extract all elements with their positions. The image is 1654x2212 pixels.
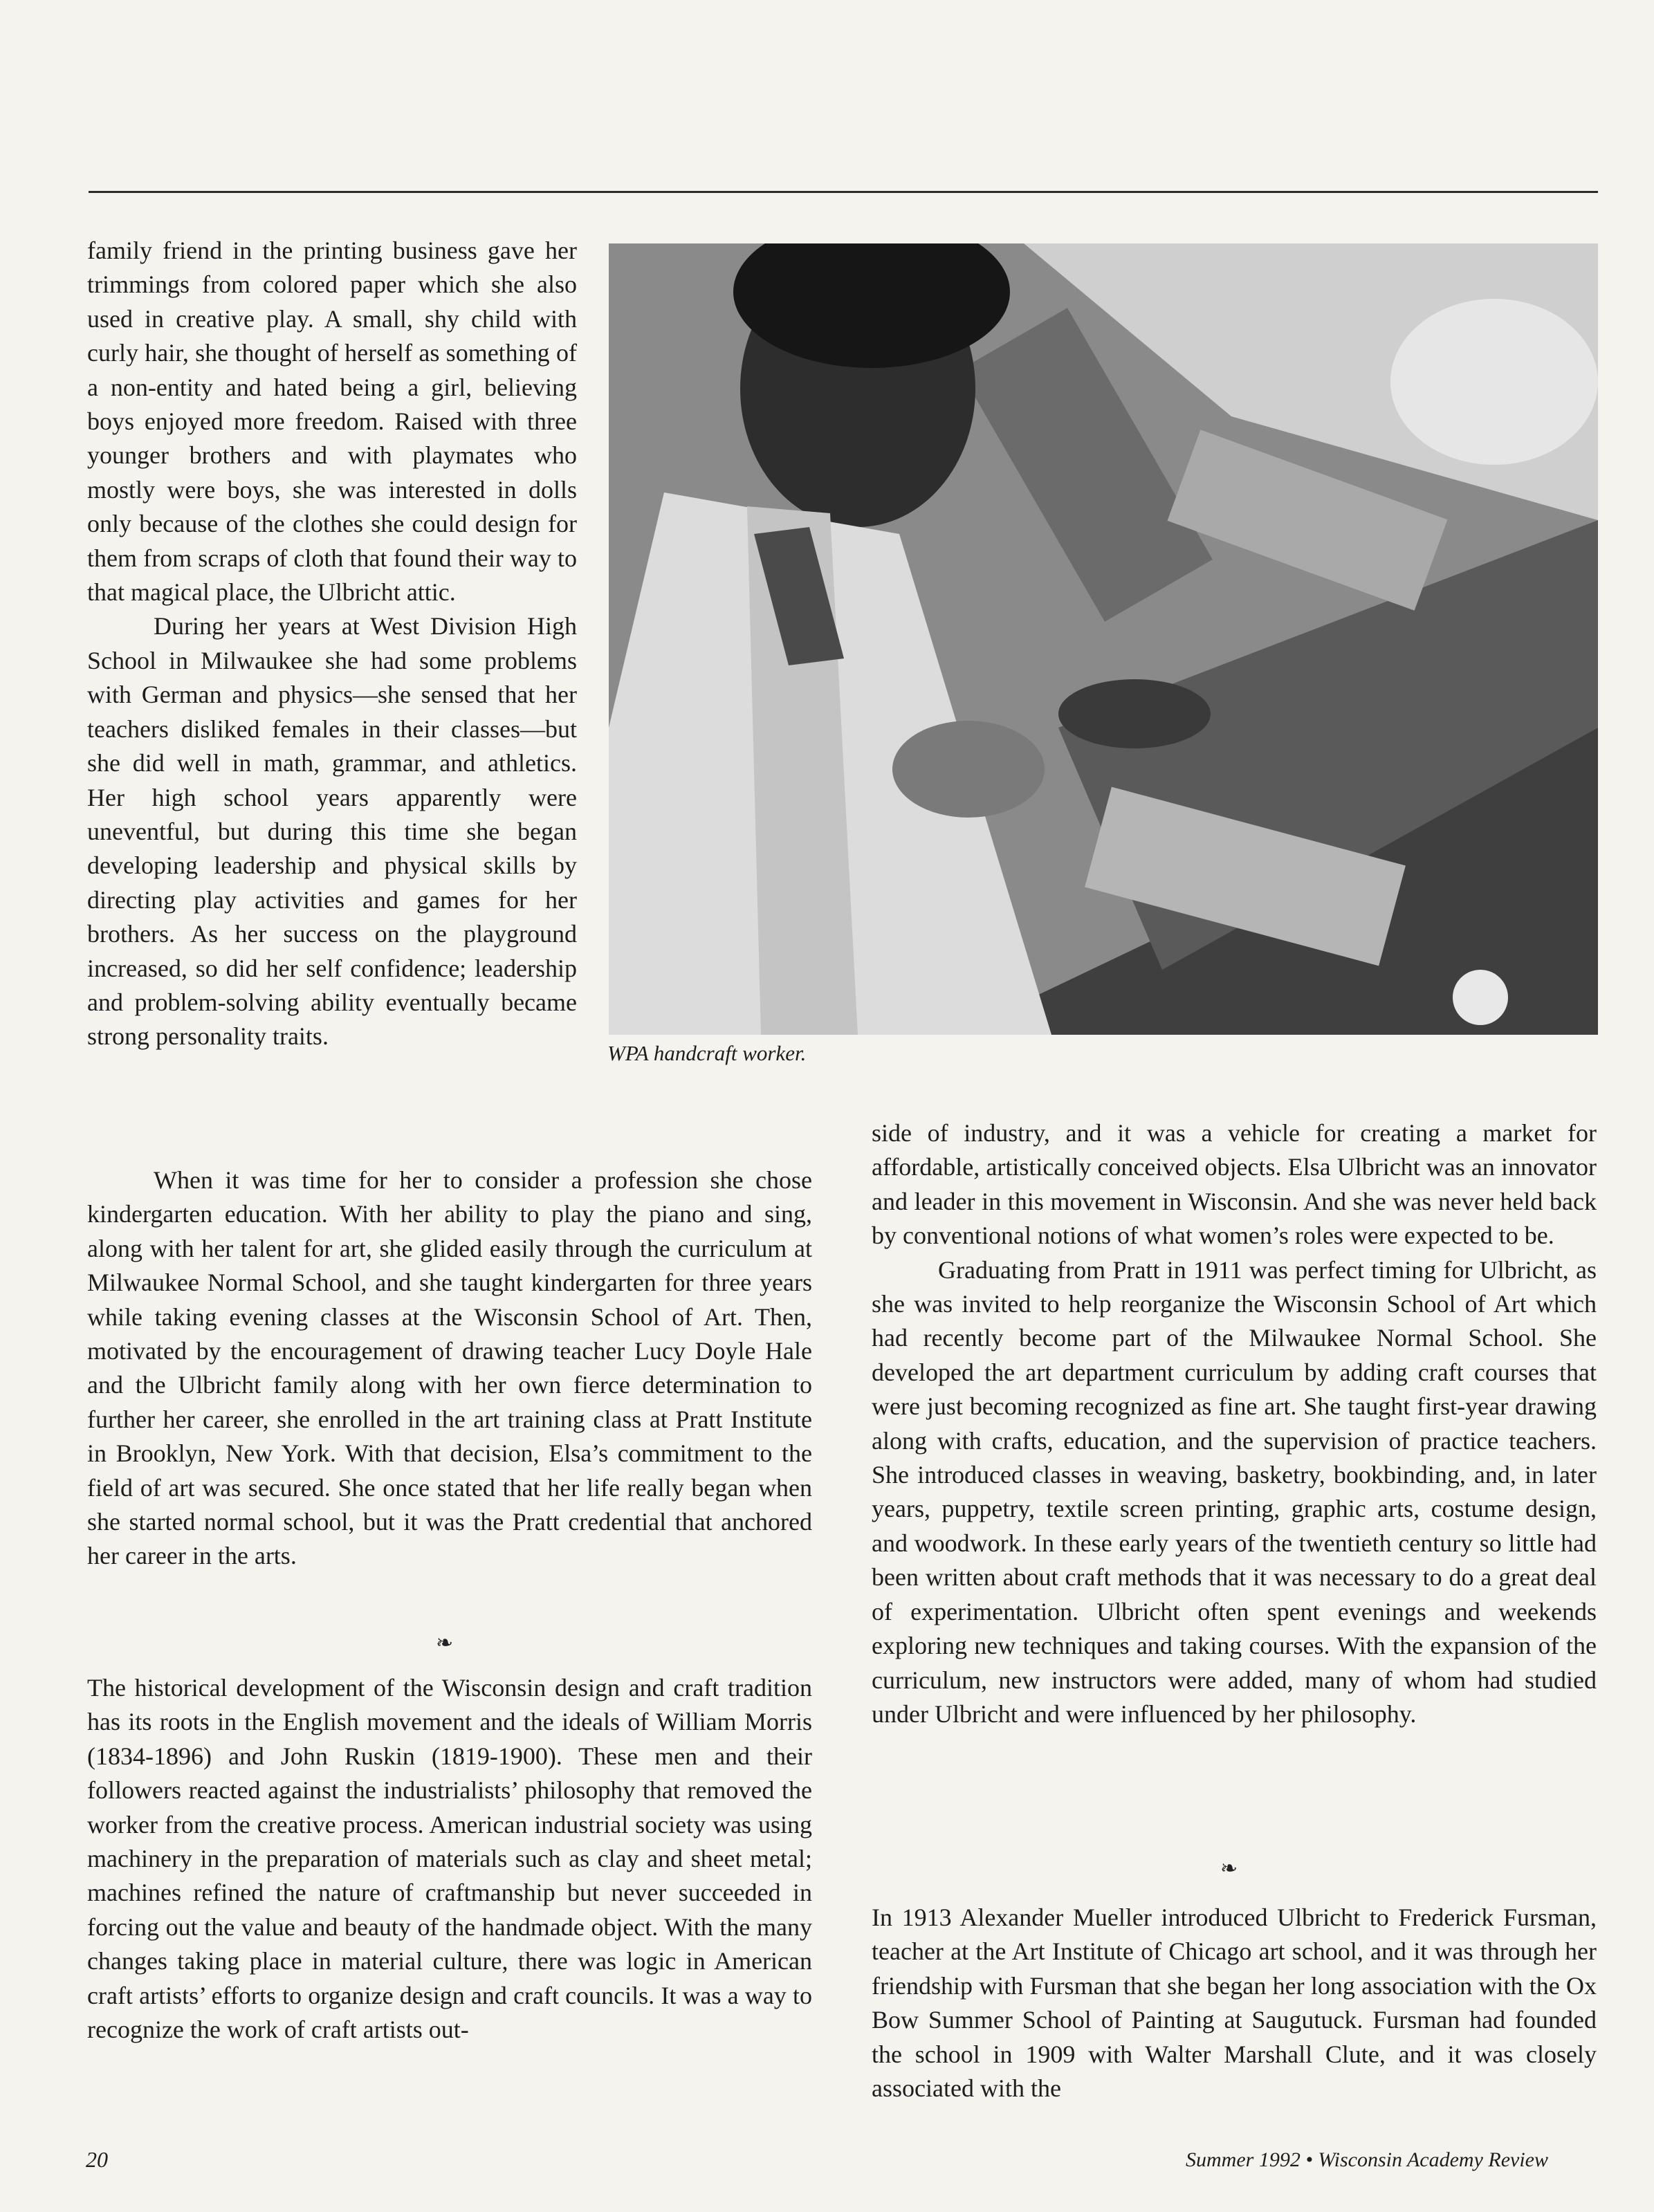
page-number: 20 xyxy=(86,2147,108,2172)
header-rule xyxy=(89,191,1598,193)
paragraph: During her years at West Division High School in Milwaukee she had some problems with German and physics—she sensed that her teachers disliked females in their classes—but she did well in math, grammar, and athletics. Her high school years apparently were uneventful, but during this time she began developing leadership and physical skills by directing play activities and games for her brothers. As her success on the playground increased, so did her self confidence; leadership and problem-solving ability eventually became strong personality traits. xyxy=(87,612,577,1051)
right-column-text xyxy=(872,1116,1597,1731)
paragraph: side of industry, and it was a vehicle for creating a market for affordable, artistically conceived objects. Elsa Ulbricht was an innovator and leader in this movement in Wisconsin. And she was never held back by conventional notions of what women’s roles were expected to be. xyxy=(872,1119,1597,1250)
photo-caption: WPA handcraft worker. xyxy=(607,1041,807,1065)
left-column-text-bottom xyxy=(87,1671,812,2047)
left-column-text-wide xyxy=(87,1163,812,1574)
right-column-text-bottom xyxy=(872,1901,1597,2105)
section-break-ornament: ❧ xyxy=(1220,1857,1238,1880)
left-column-text xyxy=(87,234,577,1054)
paragraph: Graduating from Pratt in 1911 was perfect timing for Ulbricht, as she was invited to help reorganize the Wisconsin School of Art which had recently become part of the Milwaukee Normal School. She developed the art department curriculum by adding craft courses that were just becoming recognized as fine art. She taught first-year drawing along with crafts, education, and the supervision of practice teachers. She introduced classes in weaving, basketry, bookbinding, and, in later years, puppetry, textile screen printing, graphic arts, costume design, and woodwork. In these early years of the twentieth century so little had been written about craft methods that it was necessary to do a great deal of experimentation. Ulbricht often spent evenings and weekends exploring new techniques and taking courses. With the expansion of the curriculum, new instructors were added, many of whom had studied under Ulbricht and were influenced by her philosophy. xyxy=(872,1255,1597,1728)
paragraph: In 1913 Alexander Mueller introduced Ulbricht to Frederick Fursman, teacher at the Art Institute of Chicago art school, and it was through her friendship with Fursman that she began her long association with the Ox Bow Summer School of Painting at Saugutuck. Fursman had founded the school in 1909 with Walter Marshall Clute, and it was closely associated with the xyxy=(872,1904,1597,2103)
paragraph: The historical development of the Wisconsin design and craft tradition has its roots in the English movement and the ideals of William Morris (1834-1896) and John Ruskin (1819-1900). These men and their followers reacted against the industrialists’ philosophy that removed the worker from the creative process. American industrial society was using machinery in the preparation of materials such as clay and sheet metal; machines refined the nature of craftmanship but never succeeded in forcing out the value and beauty of the handmade object. With the many changes taking place in material culture, there was logic in American craft artists’ efforts to organize design and craft councils. It was a way to recognize the work of craft artists out- xyxy=(87,1674,812,2044)
photograph xyxy=(609,243,1598,1035)
photo-illustration xyxy=(609,243,1598,1035)
paragraph: family friend in the printing business gave her trimmings from colored paper which she also used in creative play. A small, shy child with curly hair, she thought of herself as something of a non-entity and hated being a girl, believing boys enjoyed more freedom. Raised with three younger brothers and with playmates who mostly were boys, she was interested in dolls only because of the clothes she could design for them from scraps of cloth that found their way to that magical place, the Ulbricht attic. xyxy=(87,237,577,607)
running-footer: Summer 1992 • Wisconsin Academy Review xyxy=(1186,2148,1549,2171)
section-break-ornament: ❧ xyxy=(436,1632,454,1655)
paragraph: When it was time for her to consider a profession she chose kindergarten education. With her ability to play the piano and sing, along with her talent for art, she glided easily through the curriculum at Milwaukee Normal School, and she taught kindergarten for three years while taking evening classes at the Wisconsin School of Art. Then, motivated by the encouragement of drawing teacher Lucy Doyle Hale and the Ulbricht family along with her own fierce determination to further her career, she enrolled in the art training class at Pratt Institute in Brooklyn, New York. With that decision, Elsa’s commitment to the field of art was secured. She once stated that her life really began when she started normal school, but it was the Pratt credential that anchored her career in the arts. xyxy=(87,1166,812,1570)
